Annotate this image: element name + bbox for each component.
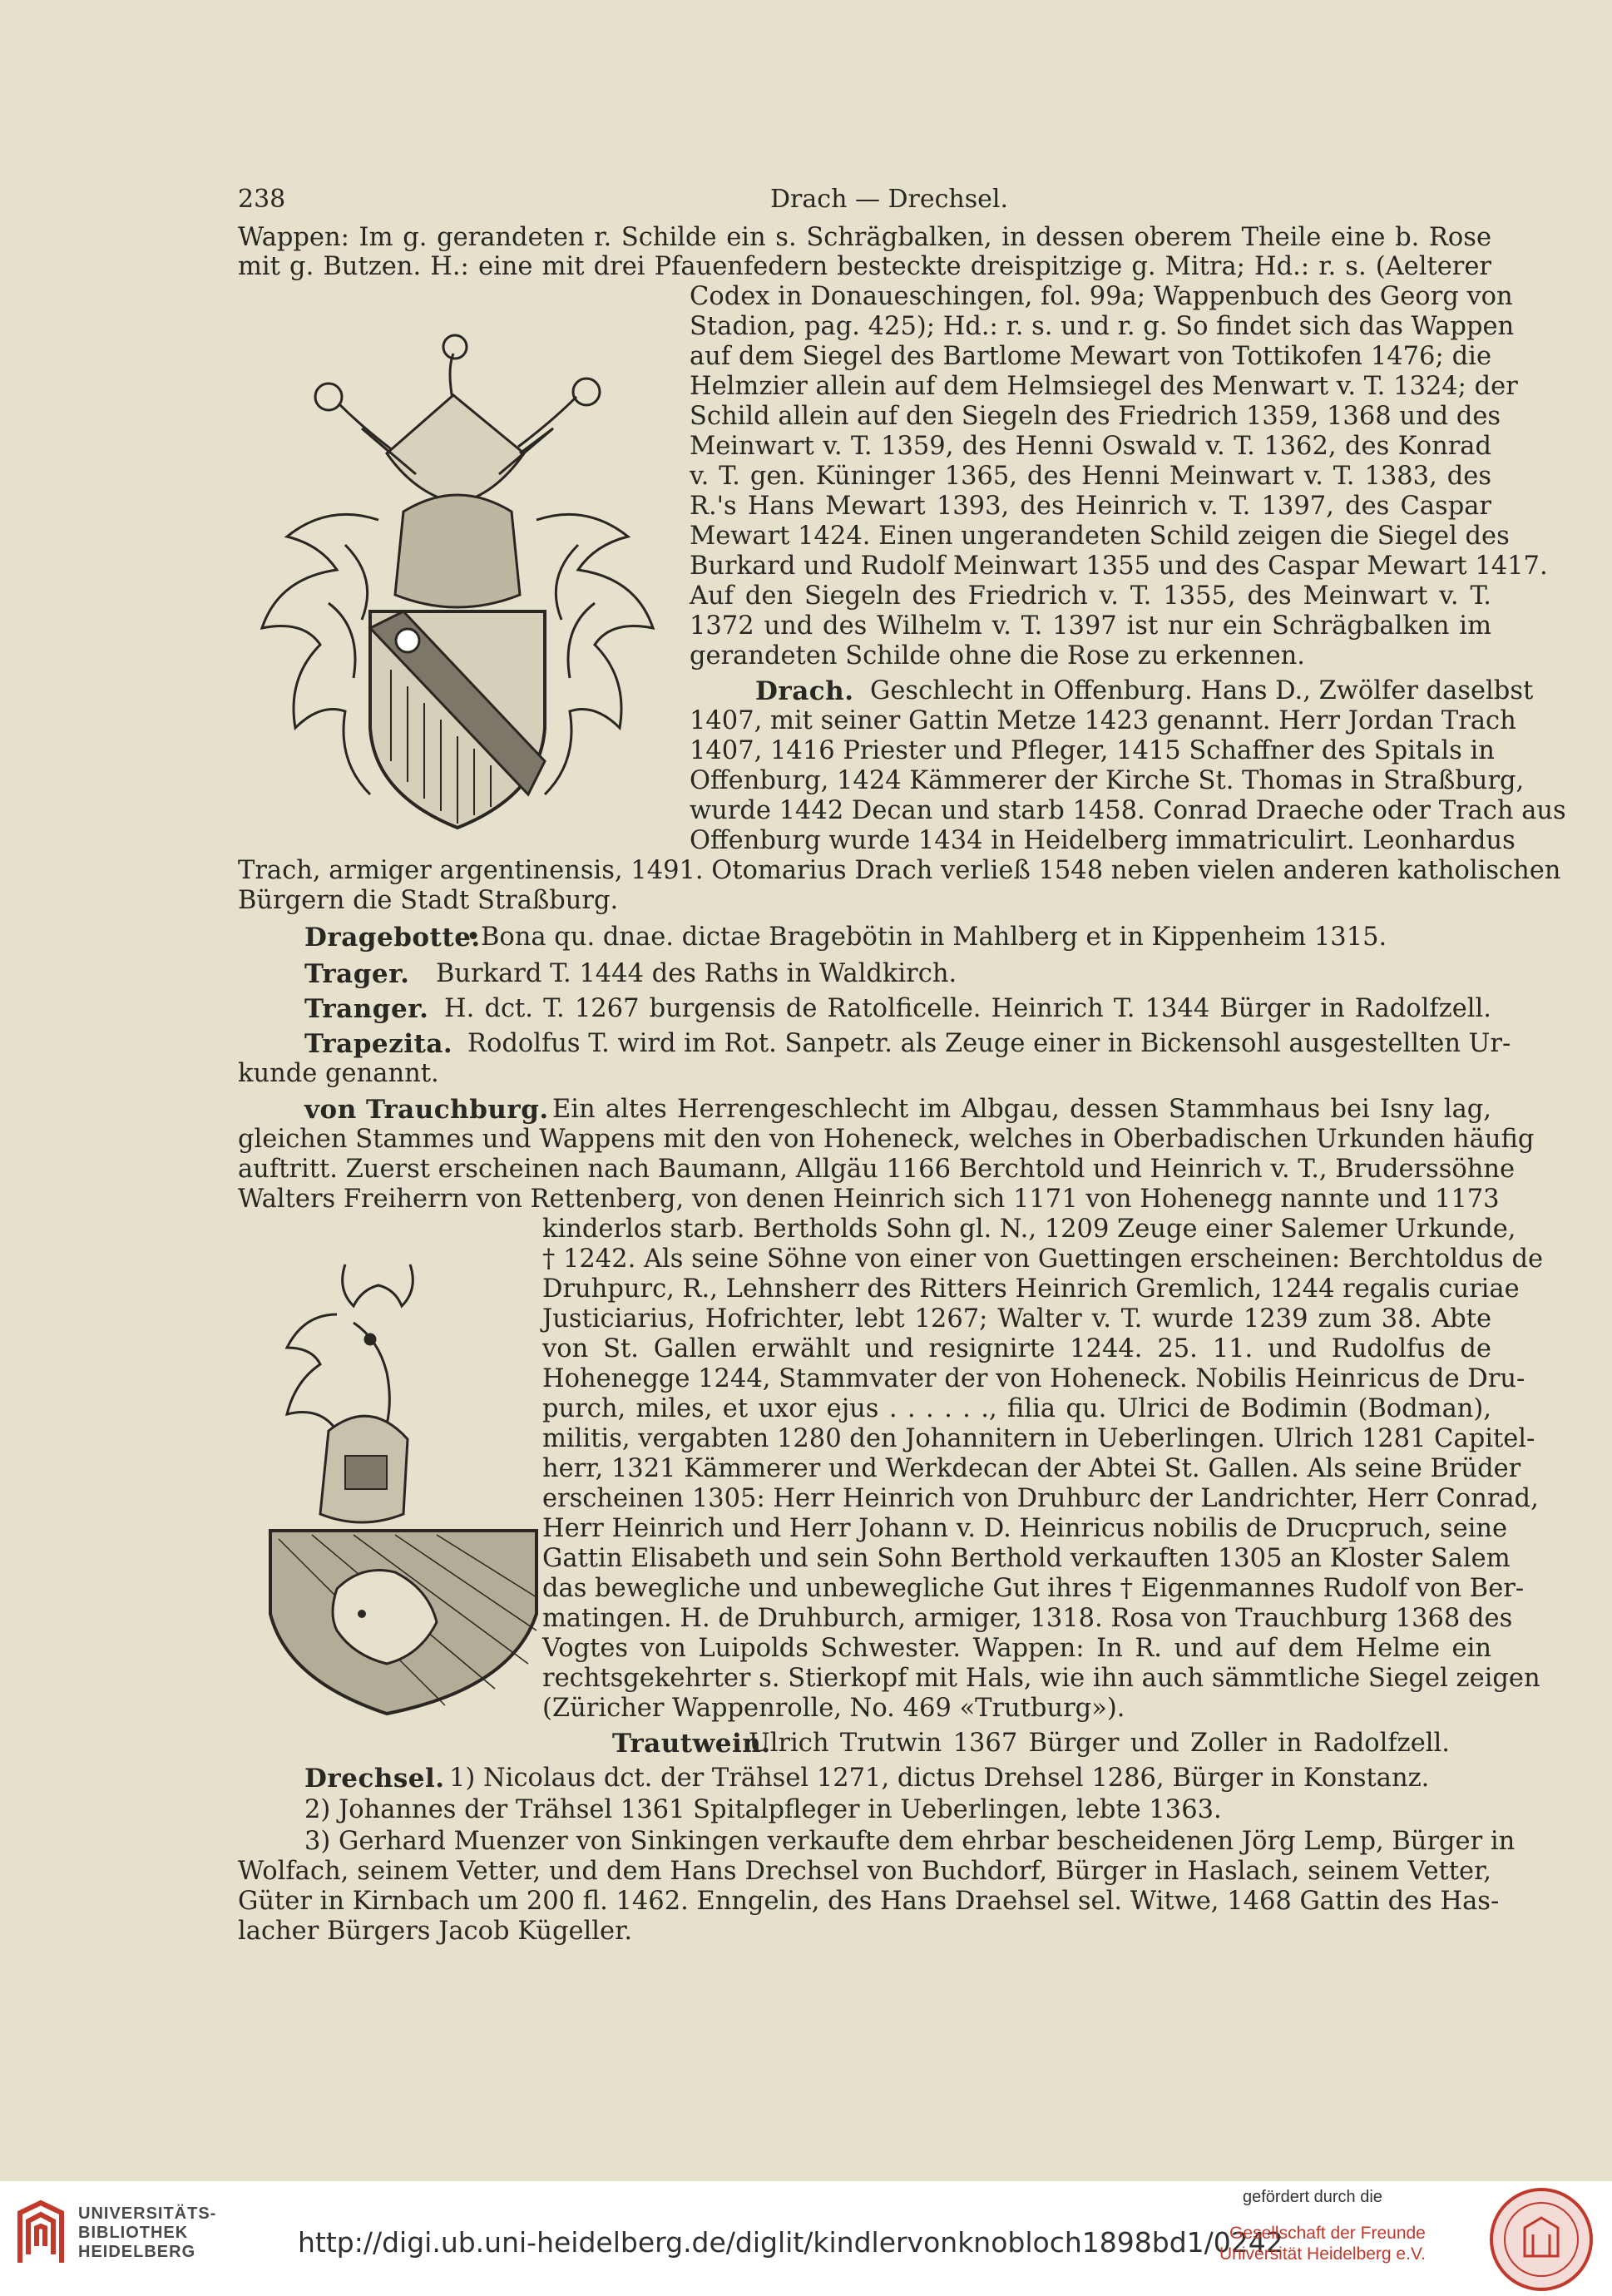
entry-heading: Drechsel.: [304, 1764, 445, 1794]
text-line: Herr Heinrich und Herr Johann v. D. Heinricus nobilis de Drucpruch, seine: [542, 1514, 1508, 1543]
text-line: wurde 1442 Decan und starb 1458. Conrad Draeche oder Trach aus: [690, 796, 1566, 825]
text-line: Vogtes von Luipolds Schwester. Wappen: In R. und auf dem Helme ein: [542, 1634, 1491, 1663]
text-line: Geschlecht in Offenburg. Hans D., Zwölfer daselbst: [870, 676, 1534, 705]
text-line: Ein altes Herrengeschlecht im Albgau, dessen Stammhaus bei Isny lag,: [552, 1095, 1491, 1124]
library-line: BIBLIOTHEK: [78, 2224, 189, 2242]
running-title: Drach — Drechsel.: [770, 185, 1009, 214]
text-line: Justiciarius, Hofrichter, lebt 1267; Walter v. T. wurde 1239 zum 38. Abte: [542, 1304, 1491, 1334]
entry-heading: Trapezita.: [304, 1029, 453, 1059]
text-line: 1372 und des Wilhelm v. T. 1397 ist nur ein Schrägbalken im: [690, 611, 1491, 641]
text-line: lacher Bürgers Jacob Kügeller.: [238, 1917, 633, 1946]
sponsor-line: Universität Heidelberg e.V.: [1219, 2244, 1426, 2264]
text-line: Rodolfus T. wird im Rot. Sanpetr. als Zeuge einer in Bickensohl ausgestellten Ur-: [467, 1029, 1511, 1058]
sponsor-line: Gesellschaft der Freunde: [1229, 2224, 1426, 2243]
text-line: Stadion, pag. 425); Hd.: r. s. und r. g. So findet sich das Wappen: [690, 312, 1515, 341]
text-line: (Züricher Wappenrolle, No. 469 «Trutburg»).: [542, 1694, 1125, 1723]
text-line: Offenburg wurde 1434 in Heidelberg immatriculirt. Leonhardus: [690, 826, 1516, 855]
text-line: Helmzier allein auf dem Helmsiegel des Menwart v. T. 1324; der: [690, 372, 1518, 401]
text-line: Druhpurc, R., Lehnsherr des Ritters Heinrich Gremlich, 1244 regalis curiae: [542, 1274, 1520, 1304]
text-line: das bewegliche und unbewegliche Gut ihres † Eigenmannes Rudolf von Ber-: [542, 1574, 1525, 1603]
text-line: Mewart 1424. Einen ungerandeten Schild zeigen die Siegel des: [690, 522, 1510, 551]
text-line: mit g. Butzen. H.: eine mit drei Pfauenfedern besteckte dreispitzige g. Mitra; Hd.: r. s. (Aelterer: [238, 252, 1491, 281]
text-line: militis, vergabten 1280 den Johannitern in Ueberlingen. Ulrich 1281 Capitel-: [542, 1424, 1535, 1453]
text-line: 1407, 1416 Priester und Pfleger, 1415 Schaffner des Spitals in: [690, 736, 1495, 765]
page-number: 238: [238, 185, 286, 214]
text-line: Gattin Elisabeth und sein Sohn Berthold verkauften 1305 an Kloster Salem: [542, 1544, 1511, 1573]
text-line: Hohenegge 1244, Stammvater der von Hoheneck. Nobilis Heinricus de Dru-: [542, 1364, 1525, 1393]
drach-coat-of-arms: [245, 329, 682, 849]
text-line: •Bona qu. dnae. dictae Bragebötin in Mahlberg et in Kippenheim 1315.: [466, 923, 1387, 952]
text-line: Codex in Donaueschingen, fol. 99a; Wappenbuch des Georg von: [690, 282, 1513, 311]
text-line: herr, 1321 Kämmerer und Werkdecan der Abtei St. Gallen. Als seine Brüder: [542, 1454, 1521, 1483]
entry-heading: Dragebotte.: [304, 923, 481, 953]
society-seal-icon: [1487, 2186, 1595, 2293]
entry-heading: Tranger.: [304, 994, 429, 1024]
entry-heading: Drach.: [755, 676, 854, 706]
text-line: Güter in Kirnbach um 200 fl. 1462. Enngelin, des Hans Draehsel sel. Witwe, 1468 Gattin des Has-: [238, 1887, 1500, 1916]
entry-heading: Trautwein.: [612, 1729, 771, 1759]
text-line: Wolfach, seinem Vetter, und dem Hans Drechsel von Buchdorf, Bürger in Haslach, seinem Vetter,: [238, 1857, 1491, 1886]
text-line: † 1242. Als seine Söhne von einer von Guettingen erscheinen: Berchtoldus de: [542, 1244, 1544, 1274]
text-line: Burkard T. 1444 des Raths in Waldkirch.: [436, 959, 957, 988]
text-line: 1407, mit seiner Gattin Metze 1423 genannt. Herr Jordan Trach: [690, 706, 1516, 735]
text-line: Burkard und Rudolf Meinwart 1355 und des Caspar Mewart 1417.: [690, 552, 1548, 581]
text-line: rechtsgekehrter s. Stierkopf mit Hals, wie ihn auch sämmtliche Siegel zeigen: [542, 1664, 1540, 1693]
text-line: Wappen: Im g. gerandeten r. Schilde ein s. Schrägbalken, in dessen oberem Theile eine b. Rose: [238, 223, 1491, 252]
text-line: Trach, armiger argentinensis, 1491. Otomarius Drach verließ 1548 neben vielen anderen katholischen: [238, 856, 1561, 885]
text-line: Bürgern die Stadt Straßburg.: [238, 886, 619, 915]
text-line: gerandeten Schilde ohne die Rose zu erkennen.: [690, 641, 1305, 670]
text-line: H. dct. T. 1267 burgensis de Ratolficelle. Heinrich T. 1344 Bürger in Radolfzell.: [444, 994, 1491, 1023]
sponsor-name: [1219, 2223, 1426, 2264]
text-line: 3) Gerhard Muenzer von Sinkingen verkaufte dem ehrbar bescheidenen Jörg Lemp, Bürger in: [304, 1827, 1516, 1856]
text-line: kinderlos starb. Bertholds Sohn gl. N., 1209 Zeuge einer Salemer Urkunde,: [542, 1215, 1516, 1244]
text-line: purch, miles, et uxor ejus . . . . . ., filia qu. Ulrici de Bodimin (Bodman),: [542, 1394, 1491, 1423]
text-line: von St. Gallen erwählt und resignirte 1244. 25. 11. und Rudolfus de: [542, 1334, 1491, 1363]
entry-heading: Trager.: [304, 959, 410, 989]
sponsor-label: gefördert durch die: [1243, 2188, 1382, 2206]
library-line: UNIVERSITÄTS-: [78, 2204, 217, 2223]
entry-heading: von Trauchburg.: [304, 1095, 549, 1125]
text-line: Walters Freiherrn von Rettenberg, von denen Heinrich sich 1171 von Hohenegg nannte und 1173: [238, 1185, 1500, 1214]
text-line: Schild allein auf den Siegeln des Friedrich 1359, 1368 und des: [690, 402, 1501, 431]
text-line: 2) Johannes der Trähsel 1361 Spitalpfleger in Ueberlingen, lebte 1363.: [304, 1795, 1222, 1824]
text-line: auf dem Siegel des Bartlome Mewart von Tottikofen 1476; die: [690, 342, 1491, 371]
university-library-logo-icon: [12, 2196, 70, 2271]
text-line: Offenburg, 1424 Kämmerer der Kirche St. Thomas in Straßburg,: [690, 766, 1525, 795]
text-line: v. T. gen. Küninger 1365, des Henni Meinwart v. T. 1383, des: [690, 462, 1491, 491]
trauchburg-coat-of-arms: [254, 1248, 553, 1722]
text-line: auftritt. Zuerst erscheinen nach Baumann, Allgäu 1166 Berchtold und Heinrich v. T., Bruderssöhne: [238, 1155, 1516, 1184]
text-line: 1) Nicolaus dct. der Trähsel 1271, dictus Drehsel 1286, Bürger in Konstanz.: [449, 1764, 1430, 1793]
text-line: R.'s Hans Mewart 1393, des Heinrich v. T. 1397, des Caspar: [690, 492, 1491, 521]
library-line: HEIDELBERG: [78, 2243, 196, 2261]
text-line: Auf den Siegeln des Friedrich v. T. 1355, des Meinwart v. T.: [690, 581, 1491, 611]
text-line: Ulrich Trutwin 1367 Bürger und Zoller in Radolfzell.: [749, 1729, 1450, 1758]
text-line: matingen. H. de Druhburch, armiger, 1318. Rosa von Trauchburg 1368 des: [542, 1604, 1513, 1633]
text-line: kunde genannt.: [238, 1059, 439, 1088]
text-line: Meinwart v. T. 1359, des Henni Oswald v. T. 1362, des Konrad: [690, 432, 1491, 461]
permalink-url[interactable]: http://digi.ub.uni-heidelberg.de/diglit/kindlervonknobloch1898bd1/0242: [298, 2226, 1283, 2259]
text-line: erscheinen 1305: Herr Heinrich von Druhburc der Landrichter, Herr Conrad,: [542, 1484, 1539, 1513]
library-name: [78, 2204, 216, 2262]
text-line: gleichen Stammes und Wappens mit den von Hoheneck, welches in Oberbadischen Urkunden häufig: [238, 1125, 1535, 1154]
